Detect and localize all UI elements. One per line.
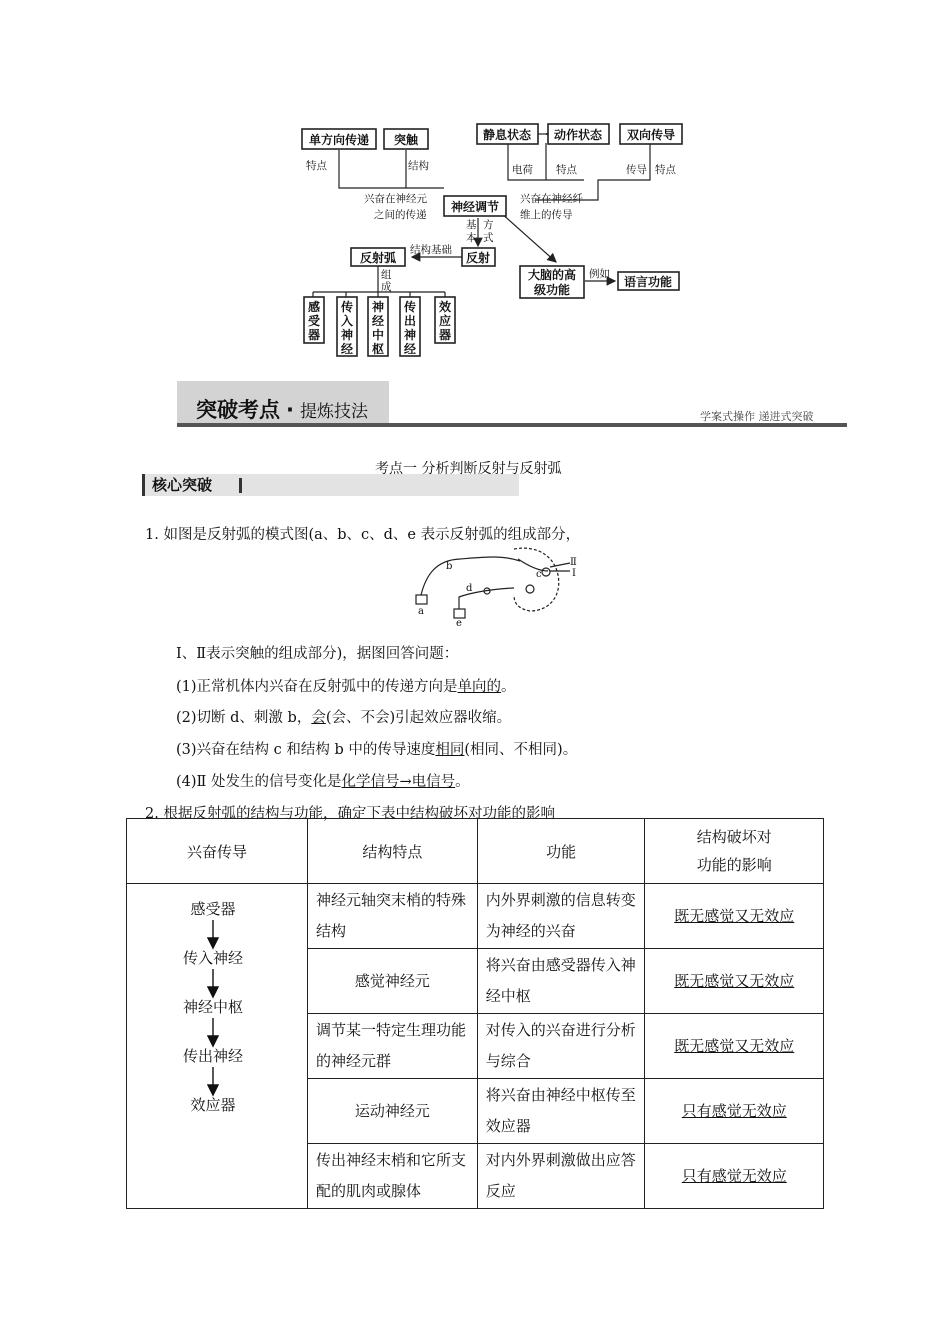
svg-text:级功能: 级功能	[533, 283, 571, 297]
q1-sub3-prompt: (3)兴奋在结构 c 和结构 b 中的传导速度	[176, 742, 436, 758]
row1-structure: 神经元轴突末梢的特殊结构	[308, 884, 478, 949]
svg-text:c: c	[536, 569, 542, 580]
q1-sub4-answer: 化学信号→电信号	[341, 774, 456, 790]
svg-text:b: b	[446, 561, 453, 572]
svg-text:中: 中	[371, 328, 385, 342]
map-node-action	[548, 124, 609, 144]
svg-text:神: 神	[371, 300, 385, 314]
q1-sub2-end: (会、不会)引起效应器收缩。	[325, 710, 512, 726]
svg-text:神: 神	[340, 328, 354, 342]
label-on-fiber-2: 维上的传导	[520, 209, 573, 221]
q1-sub1-answer: 单向的	[457, 679, 502, 695]
header-effect-line1: 结构破坏对	[696, 828, 772, 846]
svg-text:经: 经	[371, 314, 385, 328]
label-between-neurons-1: 兴奋在神经元	[364, 193, 427, 205]
label-structural-basis: 结构基础	[410, 244, 452, 256]
svg-text:单方向传递: 单方向传递	[308, 133, 370, 147]
map-node-brain	[520, 266, 584, 298]
svg-text:受: 受	[307, 314, 321, 328]
svg-text:传: 传	[403, 300, 417, 314]
q1-sub4-end: 。	[455, 774, 470, 790]
table-header-row	[127, 819, 824, 884]
q1-stem-line2: Ⅰ、Ⅱ表示突触的组成部分)，据图回答问题：	[176, 646, 459, 662]
table-row	[127, 884, 824, 949]
q1-stem-line1: 1. 如图是反射弧的模式图(a、b、c、d、e 表示反射弧的组成部分，	[145, 527, 581, 543]
label-basic-2: 本	[466, 232, 477, 244]
svg-text:效: 效	[438, 300, 452, 314]
svg-text:神经调节: 神经调节	[450, 200, 500, 214]
label-composition-2: 成	[381, 281, 392, 293]
svg-text:反射: 反射	[465, 251, 491, 265]
svg-text:双向传导: 双向传导	[626, 128, 676, 142]
row5-function: 对内外界刺激做出应答反应	[477, 1144, 645, 1209]
section-banner-title	[196, 394, 368, 424]
svg-text:枢: 枢	[371, 342, 385, 356]
row5-effect: 只有感觉无效应	[645, 1144, 824, 1209]
label-conduction: 传导	[626, 164, 647, 176]
header-conduction: 兴奋传导	[127, 819, 308, 884]
q1-sub1	[176, 675, 516, 696]
label-feature-right: 特点	[655, 164, 676, 176]
svg-text:静息状态: 静息状态	[482, 128, 532, 142]
flow-cell	[127, 884, 308, 1209]
svg-text:入: 入	[340, 314, 354, 328]
label-basic-1: 基	[466, 219, 477, 231]
label-feature-left: 特点	[306, 160, 327, 172]
map-node-effector	[435, 297, 455, 343]
synapse-node-upper	[542, 568, 550, 576]
core-bar-right-mark	[239, 478, 242, 493]
row1-function: 内外界刺激的信息转变为神经的兴奋	[477, 884, 645, 949]
q1-sub1-end: 。	[501, 679, 516, 695]
q1-sub4	[176, 770, 470, 791]
svg-text:Ⅱ: Ⅱ	[570, 557, 577, 568]
q1-sub2-prompt: (2)切断 d、刺激 b，	[176, 710, 312, 726]
label-feature-mid: 特点	[556, 164, 577, 176]
svg-text:d: d	[466, 583, 473, 594]
svg-text:器: 器	[438, 328, 452, 342]
map-node-neural-regulation	[444, 196, 506, 216]
svg-text:器: 器	[307, 328, 321, 342]
q2-stem: 2. 根据反射弧的结构与功能，确定下表中结构破坏对功能的影响	[145, 806, 555, 822]
q1-sub3	[176, 738, 577, 759]
structure-function-table	[126, 818, 824, 1209]
banner-dot: ·	[286, 398, 294, 422]
map-node-efferent	[400, 297, 420, 356]
map-node-synapse	[384, 129, 428, 149]
receptor-box-a	[416, 595, 427, 604]
map-node-receptor	[304, 297, 324, 343]
svg-text:出: 出	[403, 314, 417, 328]
flow-receptor: 感受器	[190, 900, 236, 918]
flow-efferent: 传出神经	[182, 1047, 244, 1065]
q1-sub4-prompt: (4)Ⅱ 处发生的信号变化是	[176, 774, 342, 790]
label-structure: 结构	[408, 160, 429, 172]
label-on-fiber-1: 兴奋在神经纤	[520, 193, 583, 205]
svg-text:突触: 突触	[393, 133, 419, 147]
q1-sub2	[176, 706, 511, 727]
banner-right-caption: 学案式操作 递进式突破	[700, 410, 814, 423]
row2-effect: 既无感觉又无效应	[645, 949, 824, 1014]
svg-text:动作状态: 动作状态	[553, 128, 603, 142]
map-node-reflex	[462, 248, 495, 266]
row5-structure: 传出神经末梢和它所支配的肌肉或腺体	[308, 1144, 478, 1209]
effector-box-e	[454, 609, 465, 618]
concept-map-diagram	[0, 0, 950, 370]
label-method-1: 方	[483, 219, 494, 231]
pointer-II	[550, 563, 570, 567]
map-node-language	[618, 272, 679, 290]
svg-text:经: 经	[403, 342, 417, 356]
header-effect-line2: 功能的影响	[696, 856, 772, 874]
row2-structure: 感觉神经元	[308, 949, 478, 1014]
row3-function: 对传入的兴奋进行分析与综合	[477, 1014, 645, 1079]
svg-text:感: 感	[307, 300, 321, 314]
reflex-arc-figure	[410, 545, 600, 627]
label-example: 例如	[589, 268, 610, 280]
svg-text:经: 经	[340, 342, 354, 356]
svg-text:a: a	[418, 606, 424, 617]
q1-sub2-answer: 会	[311, 710, 326, 726]
svg-text:神: 神	[403, 328, 417, 342]
flow-diagram	[127, 884, 299, 1204]
flow-effector: 效应器	[190, 1096, 236, 1114]
row1-effect: 既无感觉又无效应	[645, 884, 824, 949]
q1-sub3-end: (相同、不相同)。	[464, 742, 578, 758]
map-node-center	[368, 297, 388, 356]
label-method-2: 式	[483, 232, 494, 244]
row4-effect: 只有感觉无效应	[645, 1079, 824, 1144]
flow-center: 神经中枢	[182, 998, 244, 1016]
map-node-resting	[477, 124, 538, 144]
row3-effect: 既无感觉又无效应	[645, 1014, 824, 1079]
row2-function: 将兴奋由感受器传入神经中枢	[477, 949, 645, 1014]
map-node-unidirectional	[302, 129, 376, 149]
label-between-neurons-2: 之间的传递	[374, 209, 427, 221]
map-node-reflex-arc	[351, 248, 405, 266]
header-effect	[645, 819, 824, 884]
map-node-bidirectional	[620, 124, 682, 144]
row3-structure: 调节某一特定生理功能的神经元群	[308, 1014, 478, 1079]
svg-text:e: e	[456, 618, 462, 627]
row4-function: 将兴奋由神经中枢传至效应器	[477, 1079, 645, 1144]
svg-text:反射弧: 反射弧	[359, 251, 397, 265]
label-composition-1: 组	[381, 269, 392, 281]
svg-text:Ⅰ: Ⅰ	[572, 568, 576, 579]
row4-structure: 运动神经元	[308, 1079, 478, 1144]
core-section-label: 核心突破	[152, 476, 213, 494]
label-charge: 电荷	[512, 164, 533, 176]
header-structure: 结构特点	[308, 819, 478, 884]
map-node-afferent	[337, 297, 357, 356]
q1-sub3-answer: 相同	[435, 742, 465, 758]
banner-subtitle: 提炼技法	[299, 402, 368, 422]
synapse-node-lower	[526, 585, 534, 593]
header-function: 功能	[477, 819, 645, 884]
q1-sub1-prompt: (1)正常机体内兴奋在反射弧中的传递方向是	[176, 679, 458, 695]
svg-text:传: 传	[340, 300, 354, 314]
topic-heading: 考点一 分析判断反射与反射弧	[375, 461, 562, 477]
svg-text:语言功能: 语言功能	[623, 275, 673, 289]
flow-afferent: 传入神经	[182, 949, 244, 967]
banner-title-text: 突破考点	[196, 398, 280, 422]
core-bar-left-mark	[142, 474, 145, 496]
svg-text:应: 应	[438, 314, 452, 328]
svg-text:大脑的高: 大脑的高	[527, 268, 577, 282]
